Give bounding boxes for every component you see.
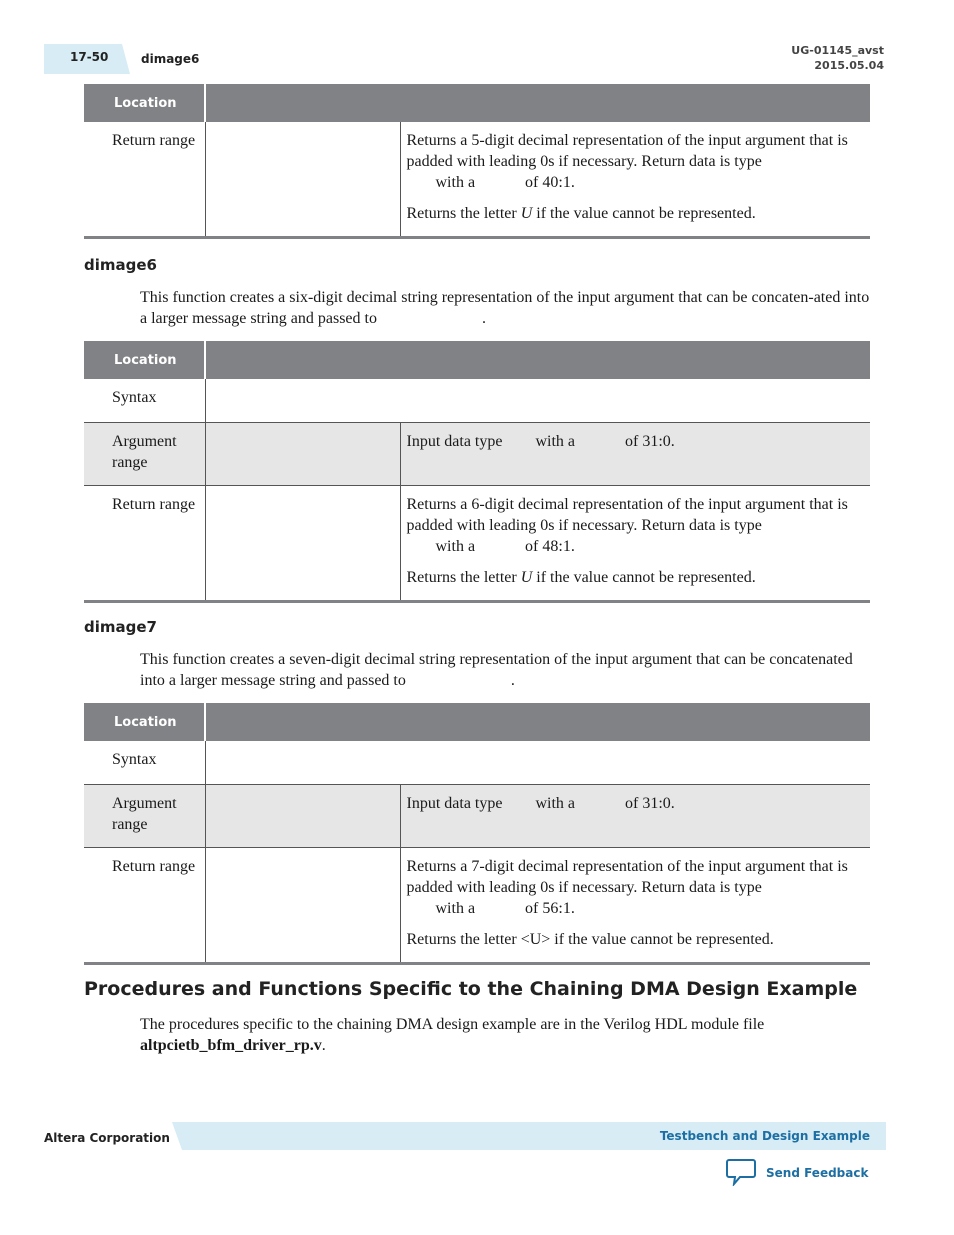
header-location: Location: [84, 341, 205, 379]
dimage6-table: [84, 341, 870, 603]
table-row-return-range: [84, 848, 870, 964]
table-header-row: [84, 84, 870, 122]
chaining-dma-body: The procedures specific to the chaining DMA design example are in the Verilog HDL module file altpcietb_bfm_driver_rp.v.: [140, 1016, 765, 1054]
row-label: Syntax: [84, 379, 205, 423]
module-filename: altpcietb_bfm_driver_rp.v: [140, 1037, 322, 1054]
send-feedback-label: Send Feedback: [766, 1166, 869, 1180]
header-location: Location: [84, 703, 205, 741]
section-heading-dimage6: dimage6: [84, 256, 157, 274]
dimage5-table-continued: [84, 84, 870, 239]
send-feedback-link[interactable]: [726, 1157, 868, 1189]
row-label: Return range: [84, 848, 205, 964]
header-blank: [205, 341, 870, 379]
row-blank: [205, 122, 400, 238]
dimage6-intro: This function creates a six-digit decimal string representation of the input argument that can be concaten-ated into a larger message string and passed to .: [140, 289, 870, 327]
row-blank: [205, 785, 400, 848]
row-blank: [205, 486, 400, 602]
row-blank: [205, 423, 400, 486]
doc-id: UG-01145_avst: [791, 44, 884, 57]
row-blank: [205, 741, 870, 785]
dimage7-table: [84, 703, 870, 965]
row-description: Returns a 6-digit decimal representation of the input argument that is padded with leading 0s if necessary. Return data is type with a of 48:1. Returns the letter U if the value cannot be represented.: [400, 486, 870, 602]
row-description: Input data type with a of 31:0.: [400, 423, 870, 486]
doc-date: 2015.05.04: [814, 59, 884, 72]
section-heading-chaining-dma: Procedures and Functions Specific to the Chaining DMA Design Example: [84, 978, 858, 1000]
table-row-syntax: [84, 379, 870, 423]
row-description: Input data type with a of 31:0.: [400, 785, 870, 848]
table-header-row: [84, 341, 870, 379]
footer-chapter-link[interactable]: Testbench and Design Example: [659, 1129, 870, 1143]
row-label: Argument range: [84, 423, 205, 486]
section-heading-dimage7: dimage7: [84, 618, 157, 636]
row-label: Return range: [84, 486, 205, 602]
row-description: Returns a 5-digit decimal representation of the input argument that is padded with leading 0s if necessary. Return data is type with a of 40:1. Returns the letter U if the value cannot be represented.: [400, 122, 870, 238]
footer-company: Altera Corporation: [44, 1131, 170, 1145]
row-description: Returns a 7-digit decimal representation of the input argument that is padded with leading 0s if necessary. Return data is type with a of 56:1. Returns the letter <U> if the value cannot be represented.: [400, 848, 870, 964]
header-blank: [205, 84, 870, 122]
row-label: Argument range: [84, 785, 205, 848]
row-label: Syntax: [84, 741, 205, 785]
row-blank: [205, 379, 870, 423]
table-row-argument-range: [84, 785, 870, 848]
header-blank: [205, 703, 870, 741]
running-section-title: dimage6: [141, 52, 200, 66]
speech-bubble-icon: [726, 1158, 756, 1189]
table-row-argument-range: [84, 423, 870, 486]
doc-info: [791, 43, 884, 73]
table-row-syntax: [84, 741, 870, 785]
row-blank: [205, 848, 400, 964]
dimage7-intro: This function creates a seven-digit decimal string representation of the input argument that can be concatenated into a larger message string and passed to .: [140, 651, 853, 689]
header-location: Location: [84, 84, 205, 122]
table-header-row: [84, 703, 870, 741]
table-row-return-range: [84, 122, 870, 238]
table-row-return-range: [84, 486, 870, 602]
page-number: 17-50: [70, 50, 109, 64]
row-label: Return range: [84, 122, 205, 238]
